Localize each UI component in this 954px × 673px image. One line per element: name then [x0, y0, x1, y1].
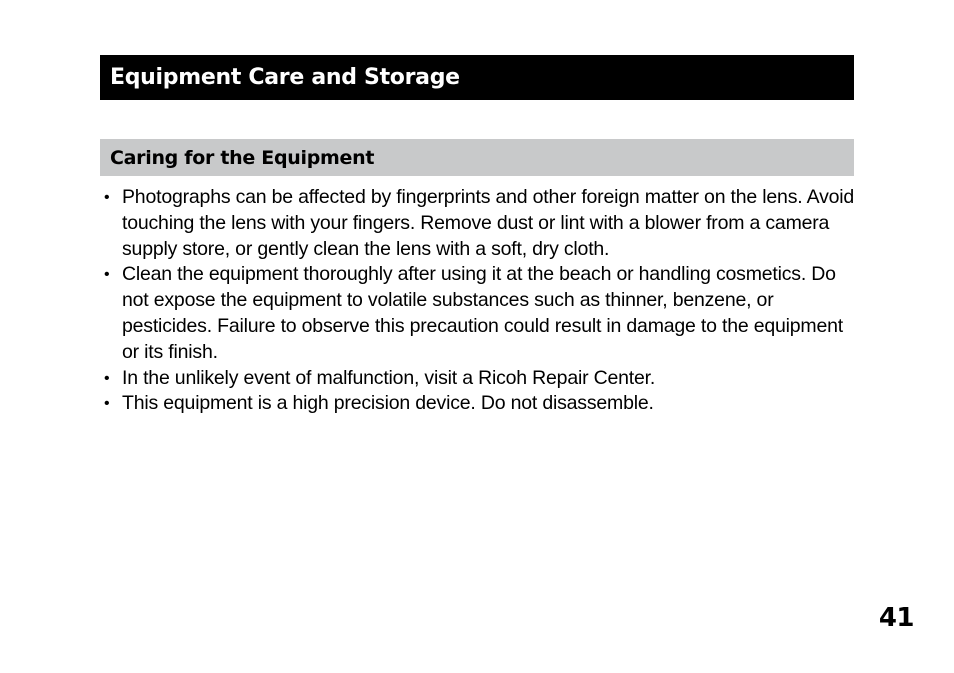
bullet-icon: • — [104, 395, 110, 413]
bullet-icon: • — [104, 369, 110, 387]
bullet-icon: • — [104, 266, 110, 284]
care-instructions-list — [100, 185, 860, 417]
page-number: 41 — [878, 603, 914, 633]
list-item — [100, 262, 860, 365]
bullet-icon: • — [104, 189, 110, 206]
list-item — [100, 391, 860, 417]
chapter-title: Equipment Care and Storage — [110, 65, 460, 90]
list-item — [100, 366, 860, 392]
list-item-text: This equipment is a high precision device. Do not disassemble. — [122, 392, 654, 415]
section-title: Caring for the Equipment — [110, 146, 375, 169]
list-item-text: Clean the equipment thoroughly after using it at the beach or handling cosmetics. Do not expose the equipment to volatile substances such as thinner, benzene, or pesticides. Failure to observe this precaution could result in damage to the equipment or its finish. — [122, 263, 843, 363]
section-header-bar — [100, 139, 854, 176]
list-item — [100, 185, 860, 262]
chapter-header-bar — [100, 55, 854, 100]
list-item-text: In the unlikely event of malfunction, visit a Ricoh Repair Center. — [122, 366, 656, 389]
list-item-text: Photographs can be affected by fingerprints and other foreign matter on the lens. Avoid touching the lens with your fingers. Remove dust or lint with a blower from a camera supply store, or gently clean the lens with a soft, dry cloth. — [122, 186, 855, 260]
